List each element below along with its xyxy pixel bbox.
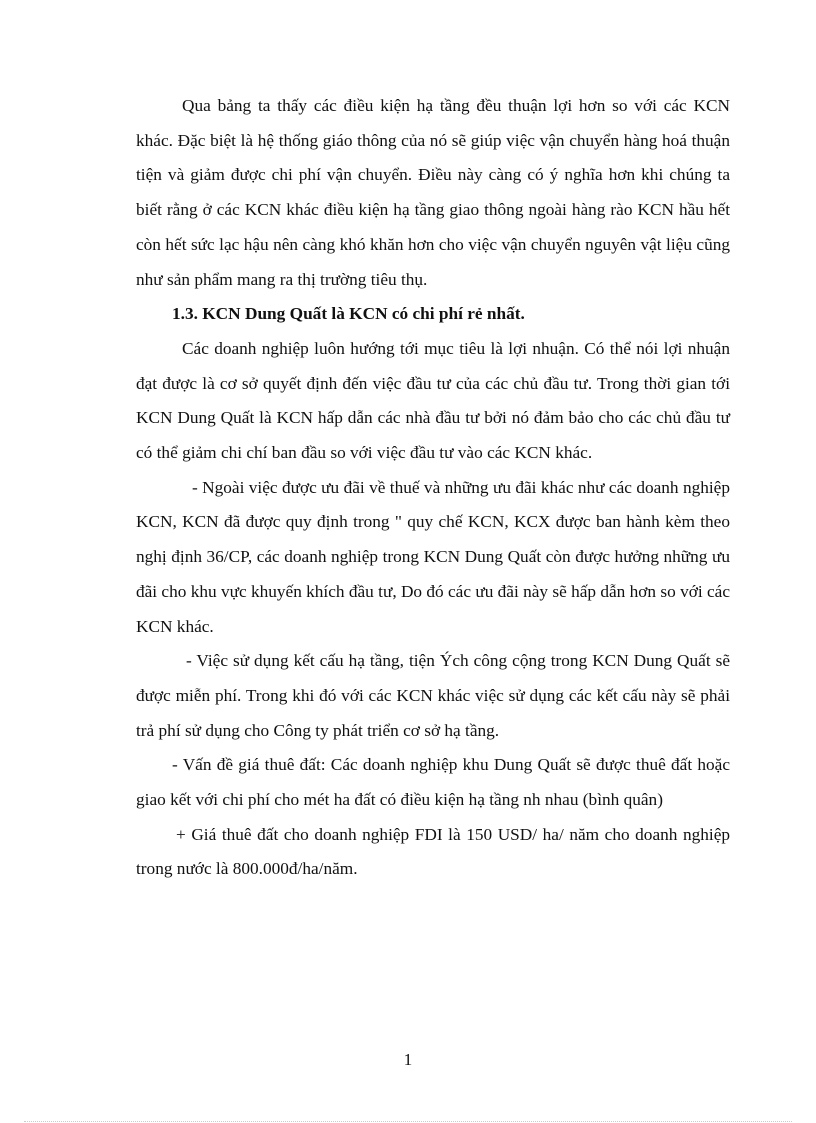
document-body bbox=[136, 89, 730, 887]
section-heading: 1.3. KCN Dung Quất là KCN có chi phí rẻ nhất. bbox=[172, 304, 525, 324]
paragraph-infrastructure: Qua bảng ta thấy các điều kiện hạ tầng đều thuận lợi hơn so với các KCN khác. Đặc biệt là hệ thống giáo thông của nó sẽ giúp việc vận chuyển hàng hoá thuận tiện và giảm được chi phí vận chuyển. Điều này càng có ý nghĩa hơn khi chúng ta biết rằng ở các KCN khác điều kiện hạ tầng giao thông ngoài hàng rào KCN hầu hết còn hết sức lạc hậu nên càng khó khăn hơn cho việc vận chuyển nguyên vật liệu cũng như sản phẩm mang ra thị trường tiêu thụ. bbox=[136, 96, 730, 289]
paragraph-free-infrastructure: - Việc sử dụng kết cấu hạ tầng, tiện Ých công cộng trong KCN Dung Quất sẽ được miễn phí. Trong khi đó với các KCN khác việc sử dụng các kết cấu này sẽ phải trả phí sử dụng cho Công ty phát triển cơ sở hạ tầng. bbox=[136, 651, 730, 740]
page-boundary-divider bbox=[24, 1121, 792, 1122]
paragraph-land-rent: - Vấn đề giá thuê đất: Các doanh nghiệp khu Dung Quất sẽ được thuê đất hoặc giao kết với chi phí cho mét ha đất có điều kiện hạ tầng nh nhau (bình quân) bbox=[136, 755, 730, 810]
page-number: 1 bbox=[403, 1050, 413, 1069]
paragraph-profit: Các doanh nghiệp luôn hướng tới mục tiêu là lợi nhuận. Có thể nói lợi nhuận đạt được là cơ sở quyết định đến việc đầu tư của các chủ đầu tư. Trong thời gian tới KCN Dung Quất là KCN hấp dẫn các nhà đầu tư bởi nó đảm bảo cho các chủ đầu tư có thể giảm chi chí ban đầu so với việc đầu tư vào các KCN khác. bbox=[136, 338, 730, 463]
paragraph-incentives: - Ngoài việc được ưu đãi về thuế và những ưu đãi khác như các doanh nghiệp KCN, KCN đã được quy định trong " quy chế KCN, KCX được ban hành kèm theo nghị định 36/CP, các doanh nghiệp trong KCN Dung Quất còn được hưởng những ưu đãi cho khu vực khuyến khích đầu tư, Do đó các ưu đãi này sẽ hấp dẫn hơn so với các KCN khác. bbox=[136, 477, 730, 636]
paragraph-land-price: + Giá thuê đất cho doanh nghiệp FDI là 150 USD/ ha/ năm cho doanh nghiệp trong nước là 800.000đ/ha/năm. bbox=[136, 824, 730, 879]
